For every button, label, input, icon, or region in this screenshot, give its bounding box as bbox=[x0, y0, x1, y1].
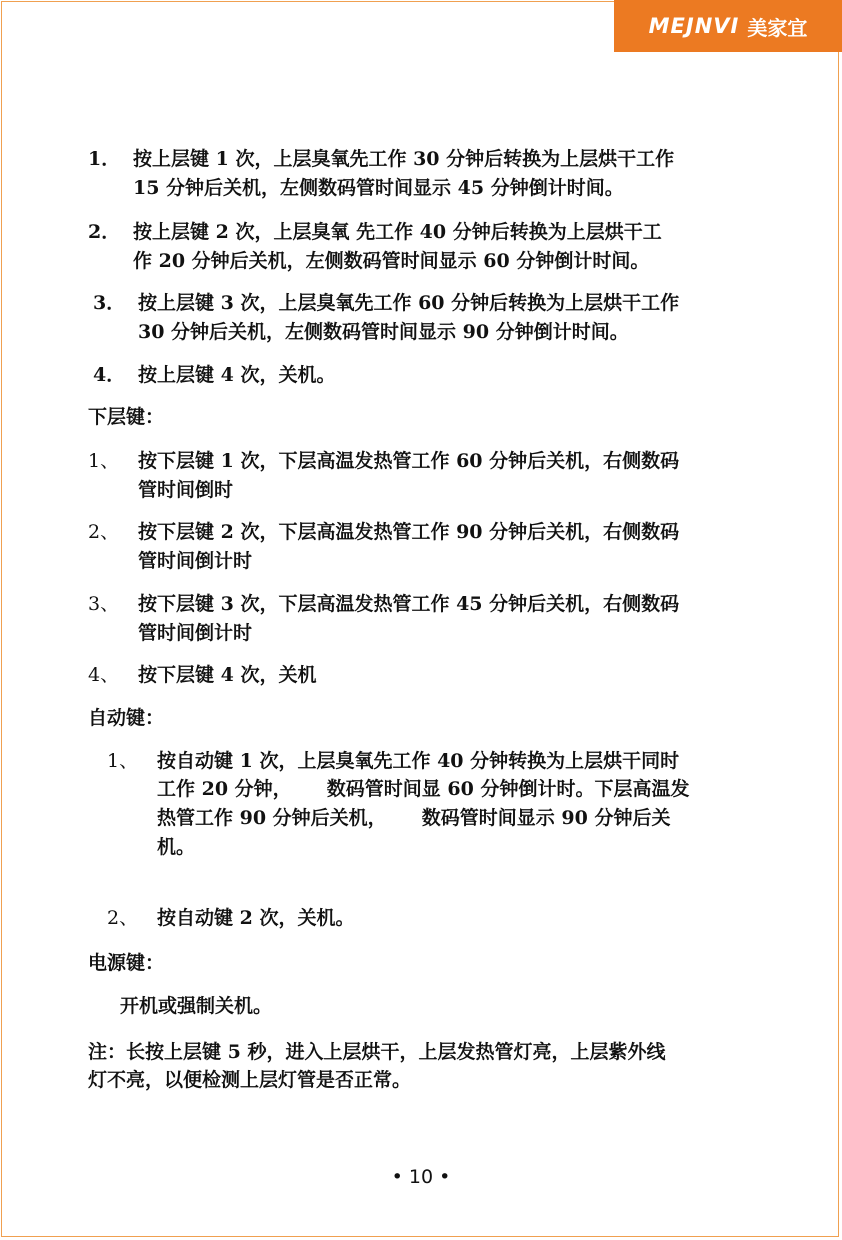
upper-item-4-line-1: 按上层键 4 次，关机。 bbox=[138, 364, 336, 386]
upper-item-2-number: 2． bbox=[88, 221, 121, 243]
upper-item-3-number: 3． bbox=[93, 292, 126, 314]
note-line-2: 灯不亮，以便检测上层灯管是否正常。 bbox=[88, 1069, 412, 1091]
lower-key-heading: 下层键： bbox=[88, 406, 165, 428]
lower-item-4-line-1: 按下层键 4 次，关机 bbox=[138, 664, 317, 686]
auto-item-2-line-1: 按自动键 2 次，关机。 bbox=[157, 907, 355, 929]
lower-item-1-line-2: 管时间倒时 bbox=[138, 479, 234, 501]
lower-item-2-line-1: 按下层键 2 次，下层高温发热管工作 90 分钟后关机，右侧数码 bbox=[138, 521, 680, 543]
upper-item-3-line-2: 30 分钟后关机，左侧数码管时间显示 90 分钟倒计时间。 bbox=[138, 321, 629, 343]
lower-item-2-number: 2、 bbox=[88, 521, 120, 543]
auto-item-2-number: 2、 bbox=[107, 907, 139, 929]
auto-item-1-number: 1、 bbox=[107, 750, 139, 772]
upper-item-4-number: 4． bbox=[93, 364, 126, 386]
lower-item-4-number: 4、 bbox=[88, 664, 120, 686]
note-line-1: 注：长按上层键 5 秒，进入上层烘干，上层发热管灯亮，上层紫外线 bbox=[88, 1041, 666, 1063]
upper-item-2-line-1: 按上层键 2 次，上层臭氧 先工作 40 分钟后转换为上层烘干工 bbox=[133, 221, 662, 243]
lower-item-1-number: 1、 bbox=[88, 450, 120, 472]
power-key-text: 开机或强制关机。 bbox=[120, 995, 273, 1017]
brand-logo bbox=[614, 0, 842, 52]
upper-item-3-line-1: 按上层键 3 次，上层臭氧先工作 60 分钟后转换为上层烘干工作 bbox=[138, 292, 680, 314]
page-number: • 10 • bbox=[391, 1166, 451, 1188]
auto-key-heading: 自动键： bbox=[88, 707, 165, 729]
lower-item-3-number: 3、 bbox=[88, 593, 120, 615]
lower-item-3-line-1: 按下层键 3 次，下层高温发热管工作 45 分钟后关机，右侧数码 bbox=[138, 593, 680, 615]
brand-chinese: 美家宜 bbox=[747, 15, 808, 40]
lower-item-3-line-2: 管时间倒计时 bbox=[138, 622, 253, 644]
lower-item-2-line-2: 管时间倒计时 bbox=[138, 550, 253, 572]
upper-item-1-line-2: 15 分钟后关机，左侧数码管时间显示 45 分钟倒计时间。 bbox=[133, 177, 624, 199]
auto-item-1-line-3: 热管工作 90 分钟后关机， 数码管时间显示 90 分钟后关 bbox=[157, 807, 671, 829]
auto-item-1-line-1: 按自动键 1 次，上层臭氧先工作 40 分钟转换为上层烘干同时 bbox=[157, 750, 680, 772]
upper-item-1-line-1: 按上层键 1 次，上层臭氧先工作 30 分钟后转换为上层烘干工作 bbox=[133, 148, 675, 170]
brand-latin: MEJNVI bbox=[648, 14, 740, 38]
power-key-heading: 电源键： bbox=[88, 952, 165, 974]
upper-item-1-number: 1． bbox=[88, 148, 121, 170]
upper-item-2-line-2: 作 20 分钟后关机，左侧数码管时间显示 60 分钟倒计时间。 bbox=[133, 250, 650, 272]
auto-item-1-line-2: 工作 20 分钟， 数码管时间显 60 分钟倒计时。下层高温发 bbox=[157, 778, 690, 800]
lower-item-1-line-1: 按下层键 1 次，下层高温发热管工作 60 分钟后关机，右侧数码 bbox=[138, 450, 680, 472]
auto-item-1-line-4: 机。 bbox=[157, 836, 196, 858]
